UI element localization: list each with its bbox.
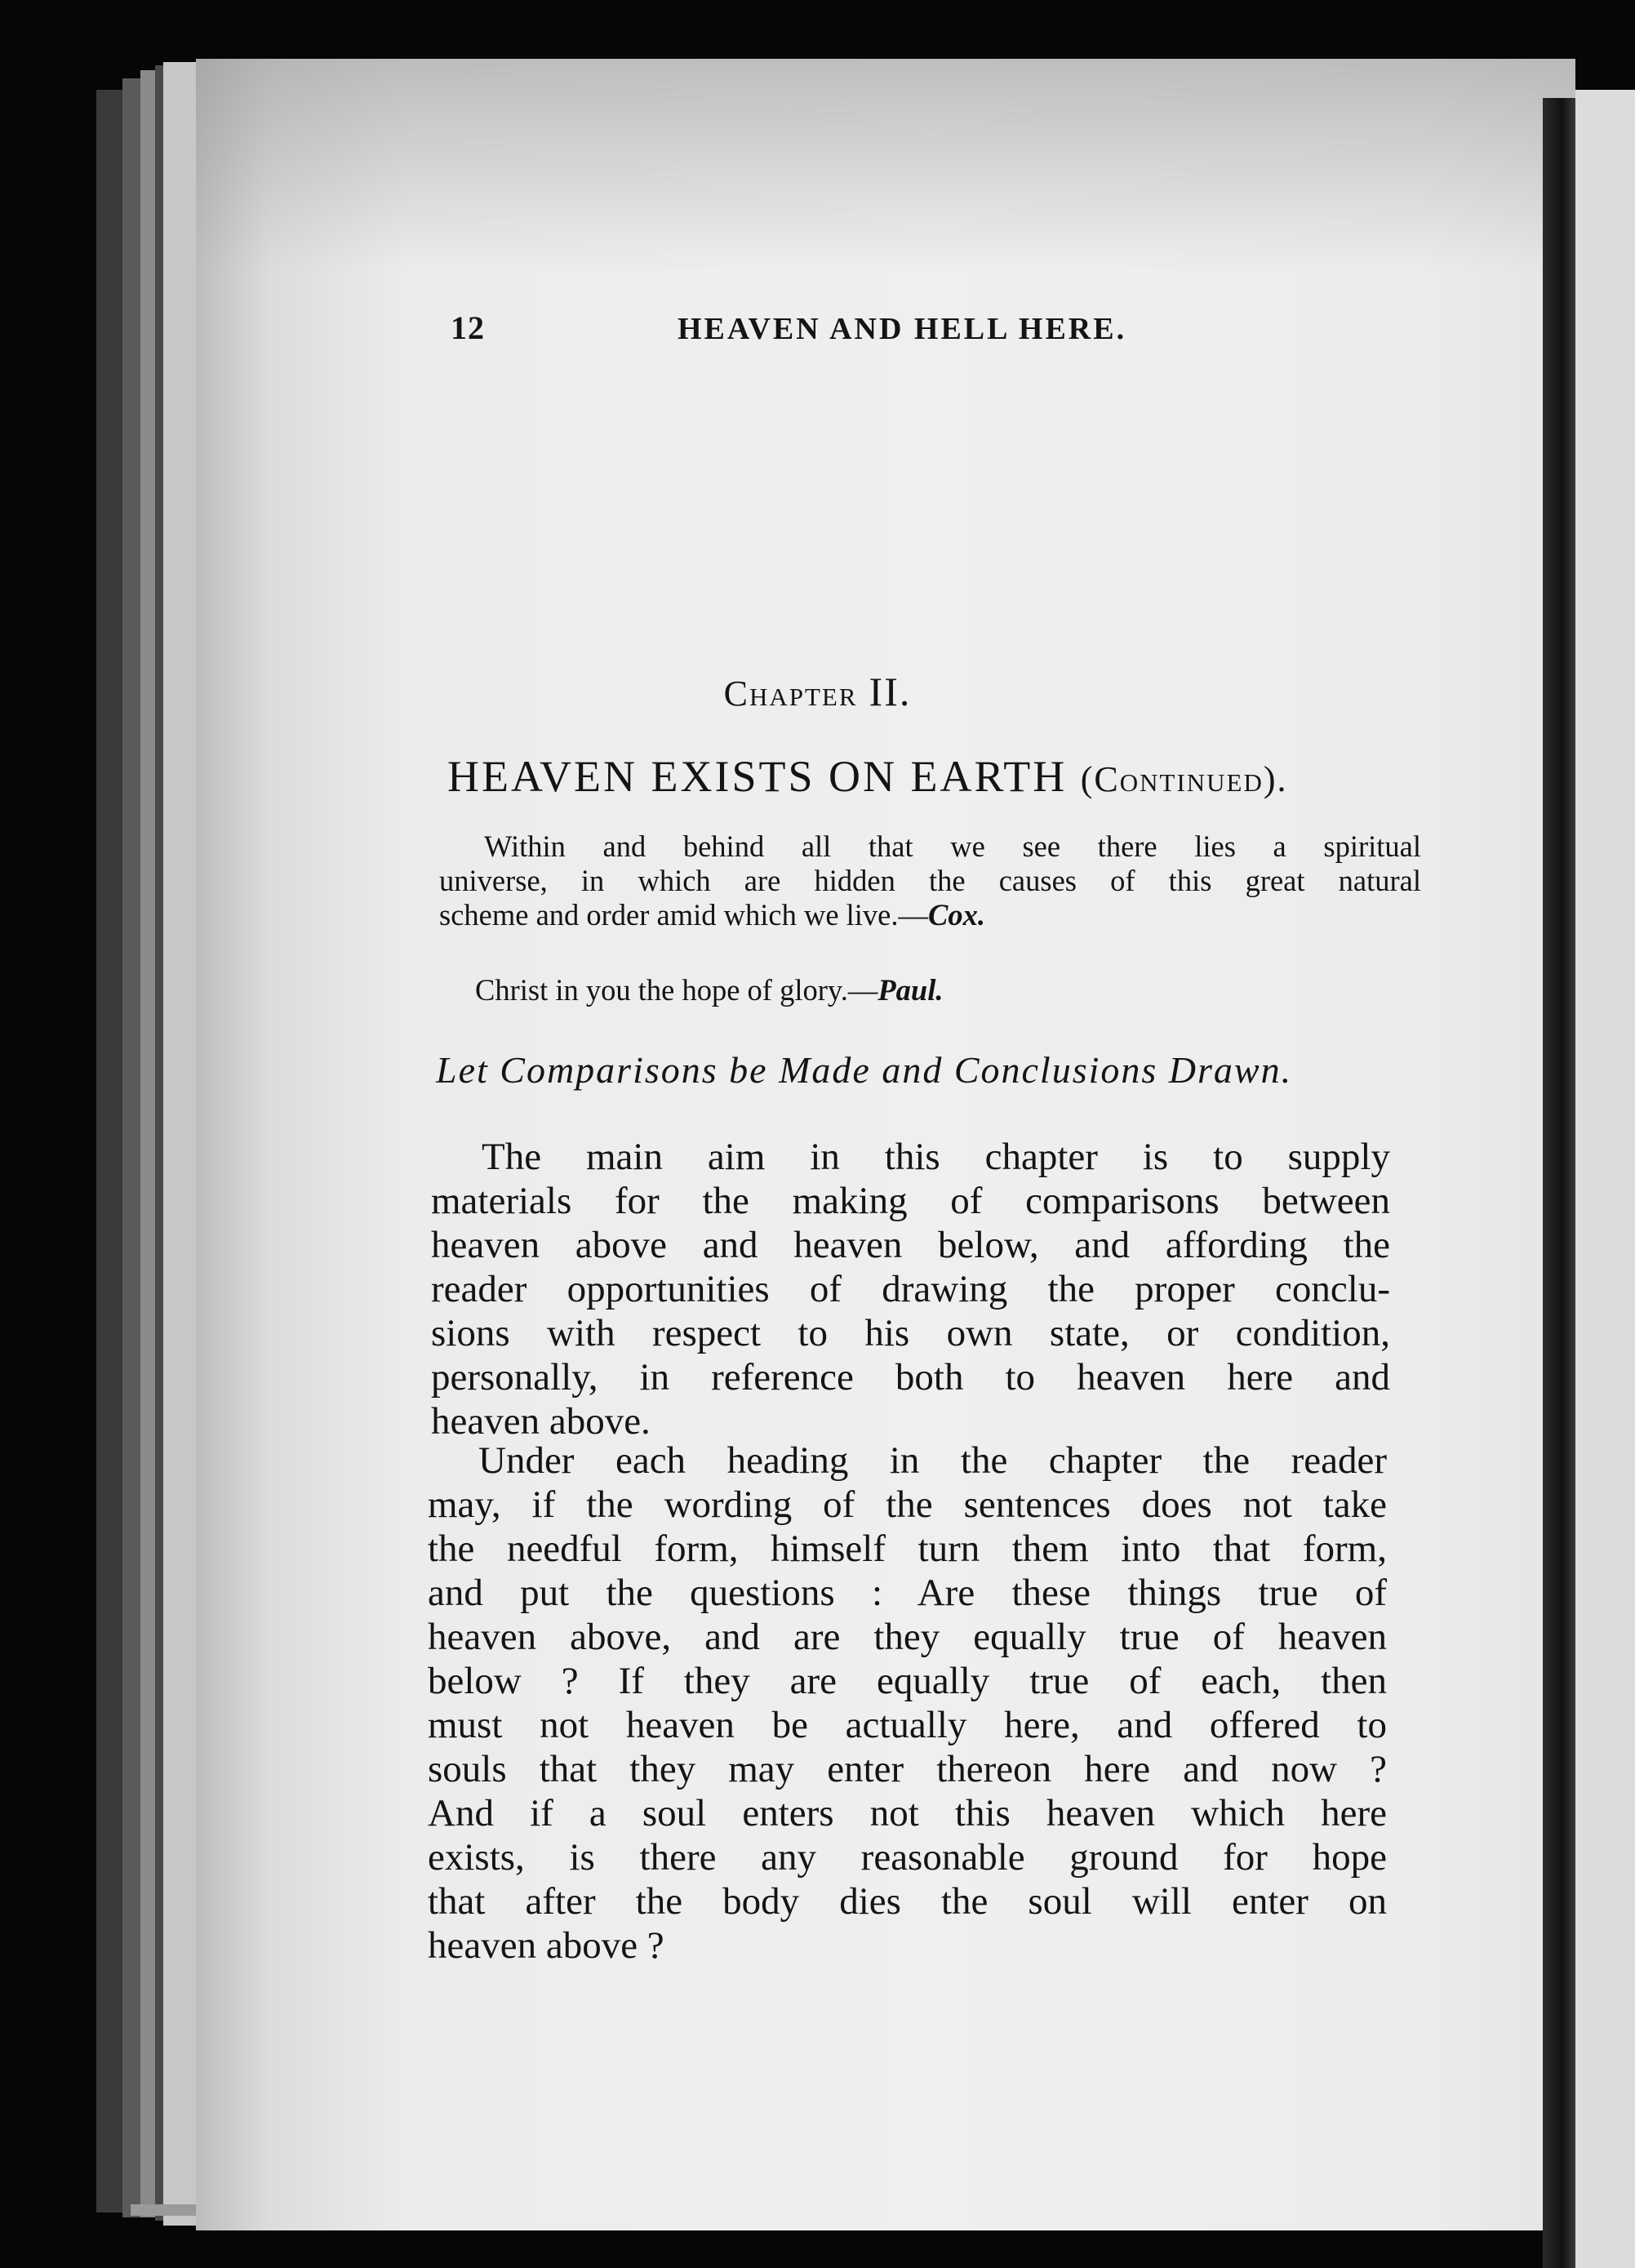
epigraph-line	[439, 898, 1421, 932]
paragraph-line: below ? If they are equally true of each, then	[428, 1660, 1387, 1702]
epigraph-author: Cox.	[928, 898, 985, 932]
running-head	[451, 309, 1126, 347]
chapter-title-main: HEAVEN EXISTS ON EARTH	[447, 752, 1068, 801]
epigraph	[439, 829, 1421, 932]
paragraph	[431, 1135, 1390, 1443]
paragraph-line: that after the body dies the soul will enter on	[428, 1880, 1387, 1923]
chapter-heading	[0, 668, 1635, 715]
paragraph-line: souls that they may enter thereon here and now ?	[428, 1748, 1387, 1790]
epigraph-line: Within and behind all that we see there lies a spiritual	[484, 829, 1421, 863]
paragraph-line: heaven above ?	[428, 1924, 664, 1967]
paragraph-line: materials for the making of comparisons between	[431, 1180, 1390, 1222]
epigraph-author: Paul.	[877, 973, 944, 1007]
book-gutter	[1543, 98, 1575, 2268]
chapter-numeral: II.	[869, 669, 912, 714]
facing-page	[1575, 90, 1635, 2268]
running-title: HEAVEN AND HELL HERE.	[678, 312, 1127, 346]
paragraph-line: Under each heading in the chapter the reader	[478, 1439, 1387, 1482]
section-subheading: Let Comparisons be Made and Conclusions Drawn.	[436, 1049, 1293, 1091]
paragraph-line: heaven above, and are they equally true of heaven	[428, 1616, 1387, 1658]
paragraph-line: reader opportunities of drawing the proper conclu-	[431, 1268, 1390, 1310]
chapter-title-suffix: (Continued).	[1080, 759, 1288, 799]
paragraph-line: must not heaven be actually here, and offered to	[428, 1704, 1387, 1746]
paragraph-line: exists, is there any reasonable ground for hope	[428, 1836, 1387, 1879]
chapter-label: Chapter	[723, 674, 858, 714]
paragraph-line: may, if the wording of the sentences does not take	[428, 1483, 1387, 1526]
epigraph-text: scheme and order amid which we live.—	[439, 898, 929, 932]
paragraph-line: heaven above and heaven below, and affording the	[431, 1224, 1390, 1266]
epigraph-text: Christ in you the hope of glory.—	[475, 973, 878, 1007]
paragraph	[428, 1439, 1387, 1968]
paragraph-line: The main aim in this chapter is to supply	[482, 1136, 1390, 1178]
paragraph-line: sions with respect to his own state, or condition,	[431, 1312, 1390, 1354]
paragraph-line: heaven above.	[431, 1400, 651, 1443]
chapter-title	[447, 751, 1288, 802]
paragraph-line: And if a soul enters not this heaven which here	[428, 1792, 1387, 1834]
page-edge	[140, 70, 157, 2217]
epigraph	[475, 973, 944, 1007]
epigraph-line: universe, in which are hidden the causes of this great natural	[439, 864, 1421, 897]
paragraph-line: the needful form, himself turn them into that form,	[428, 1528, 1387, 1570]
paragraph-line: personally, in reference both to heaven here and	[431, 1356, 1390, 1399]
page-number: 12	[451, 309, 485, 346]
paragraph-line: and put the questions : Are these things true of	[428, 1572, 1387, 1614]
